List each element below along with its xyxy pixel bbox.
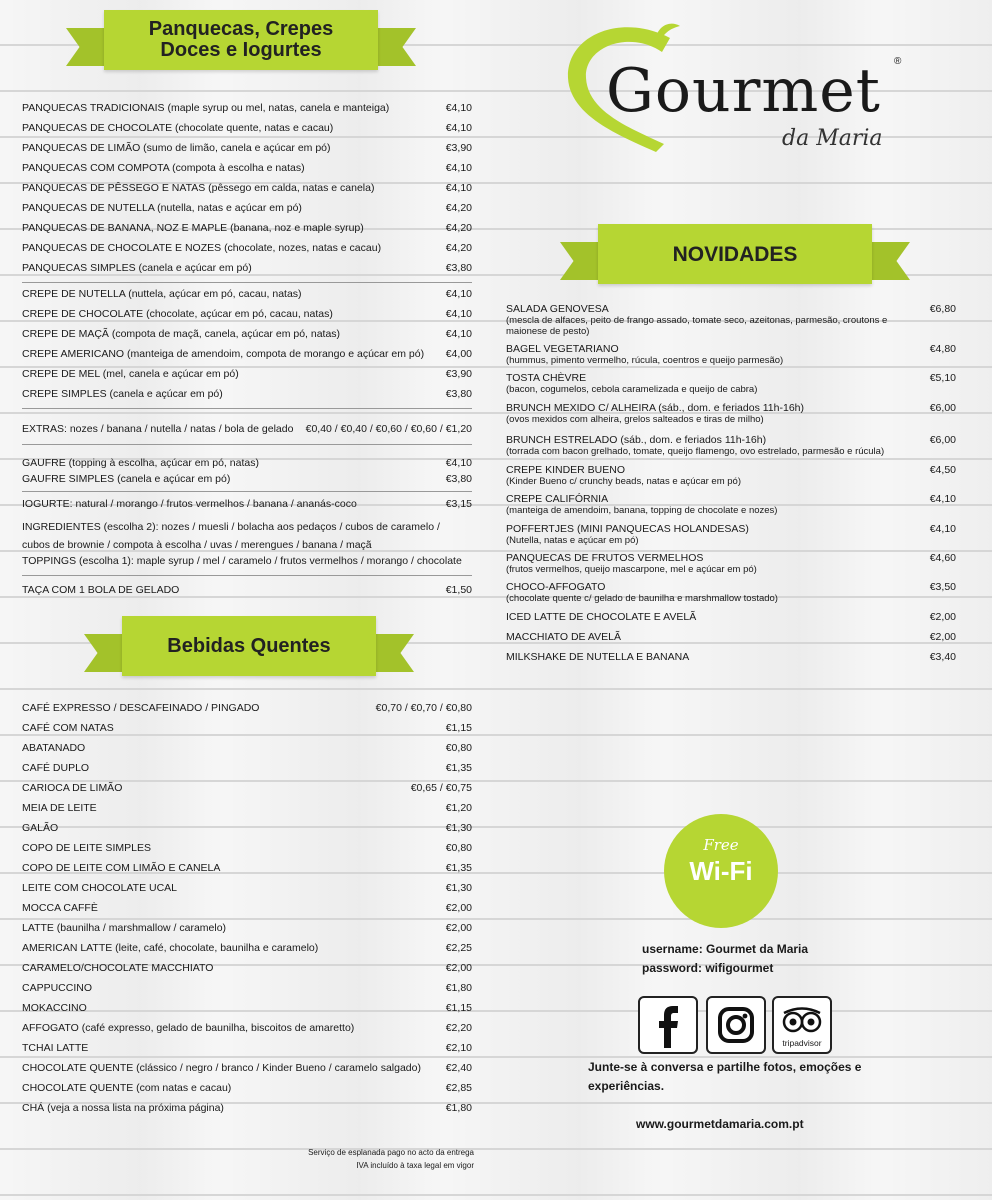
drink-row-name: CAFÉ DUPLO xyxy=(22,762,90,774)
gaufre-row-price: €3,80 xyxy=(445,473,472,485)
drink-row xyxy=(22,882,472,895)
pancake-row-name: PANQUECAS DE BANANA, NOZ E MAPLE (banana, noz e maple syrup) xyxy=(22,222,364,234)
drink-row-name: AMERICAN LATTE (leite, café, chocolate, baunilha e caramelo) xyxy=(22,942,319,954)
gaufre-row-price: €4,10 xyxy=(445,457,472,469)
crepe-row-name: CREPE DE MAÇÃ (compota de maçã, canela, açúcar em pó, natas) xyxy=(22,328,341,340)
crepe-row-name: CREPE SIMPLES (canela e açúcar em pó) xyxy=(22,388,223,400)
news-item-name: CREPE KINDER BUENO xyxy=(506,464,626,476)
news-item xyxy=(506,304,956,337)
drink-row-price: €2,00 xyxy=(445,902,472,914)
crepe-row xyxy=(22,368,472,381)
pancake-row-price: €4,10 xyxy=(445,182,472,194)
news-item-desc: (frutos vermelhos, queijo mascarpone, mel e açúcar em pó) xyxy=(506,564,757,575)
news-item xyxy=(506,612,956,623)
drink-row-name: CAFÉ EXPRESSO / DESCAFEINADO / PINGADO xyxy=(22,702,260,714)
drink-row-price: €1,15 xyxy=(445,722,472,734)
drink-row-price: €1,30 xyxy=(445,822,472,834)
banner-drinks xyxy=(84,616,414,676)
wifi-label: Wi-Fi xyxy=(689,856,753,886)
drink-row-name: CARAMELO/CHOCOLATE MACCHIATO xyxy=(22,962,214,974)
pancake-row xyxy=(22,242,472,255)
pancake-row xyxy=(22,122,472,135)
logo-subtitle: da Maria xyxy=(782,126,883,151)
drink-row-price: €0,80 xyxy=(445,742,472,754)
pancake-row-price: €4,20 xyxy=(445,202,472,214)
news-item-desc: (ovos mexidos com alheira, grelos salteados e tiras de milho) xyxy=(506,414,764,425)
wifi-username: username: Gourmet da Maria xyxy=(642,942,809,956)
news-item-price: €3,40 xyxy=(929,651,956,663)
toppings-row: TOPPINGS (escolha 1): maple syrup / mel / caramelo / frutos vermelhos / morango / chocolate xyxy=(22,555,462,567)
crepe-row-price: €3,80 xyxy=(445,388,472,400)
tripadvisor-label: tripadvisor xyxy=(782,1038,822,1048)
news-item-price: €3,50 xyxy=(929,581,956,593)
drink-row xyxy=(22,802,472,815)
gaufre-row xyxy=(22,473,472,486)
crepe-row-name: CREPE DE MEL (mel, canela e açúcar em pó) xyxy=(22,368,239,380)
wifi-password: password: wifigourmet xyxy=(642,961,774,975)
crepe-row-price: €4,10 xyxy=(445,288,472,300)
crepe-row-name: CREPE DE NUTELLA (nuttela, açúcar em pó, cacau, natas) xyxy=(22,288,302,300)
drink-row xyxy=(22,762,472,775)
news-item-desc: (Kinder Bueno c/ crunchy beads, natas e açúcar em pó) xyxy=(506,476,741,487)
website-link[interactable]: www.gourmetdamaria.com.pt xyxy=(636,1117,804,1131)
drink-row xyxy=(22,1082,472,1095)
drink-row xyxy=(22,842,472,855)
drinks-menu xyxy=(22,702,472,1122)
drink-row-name: LATTE (baunilha / marshmallow / caramelo) xyxy=(22,922,227,934)
pancake-row-name: PANQUECAS DE LIMÃO (sumo de limão, canela e açúcar em pó) xyxy=(22,142,331,154)
drink-row-price: €2,25 xyxy=(445,942,472,954)
news-item-desc: (hummus, pimento vermelho, rúcula, coentros e queijo parmesão) xyxy=(506,355,784,366)
drink-row-price: €2,40 xyxy=(445,1062,472,1074)
gaufre-row-name: GAUFRE (topping à escolha, açúcar em pó, natas) xyxy=(22,457,259,469)
news-item xyxy=(506,465,956,487)
pancake-row-price: €4,10 xyxy=(445,122,472,134)
drink-row-price: €1,80 xyxy=(445,982,472,994)
drink-row xyxy=(22,982,472,995)
news-item-name: PANQUECAS DE FRUTOS VERMELHOS xyxy=(506,552,704,564)
drink-row-name: MEIA DE LEITE xyxy=(22,802,97,814)
news-item-name: MILKSHAKE DE NUTELLA E BANANA xyxy=(506,651,690,663)
drink-row-name: CHÁ (veja a nossa lista na próxima página) xyxy=(22,1102,224,1114)
news-item xyxy=(506,403,956,425)
crepe-row-price: €3,90 xyxy=(445,368,472,380)
drink-row xyxy=(22,822,472,835)
crepe-row xyxy=(22,288,472,301)
news-item xyxy=(506,435,956,457)
news-item-name: TOSTA CHÈVRE xyxy=(506,372,587,384)
banner-news xyxy=(560,224,910,284)
pancake-row-name: PANQUECAS DE NUTELLA (nutella, natas e açúcar em pó) xyxy=(22,202,302,214)
drink-row-name: CHOCOLATE QUENTE (com natas e cacau) xyxy=(22,1082,232,1094)
ingredientes-row: INGREDIENTES (escolha 2): nozes / muesli / bolacha aos pedaços / cubos de caramelo / cubos de brownie / compota à escolha / uvas / merengues / banana / maçã xyxy=(22,521,440,551)
crepe-row xyxy=(22,328,472,341)
pancake-row xyxy=(22,182,472,195)
drink-row-name: MOCCA CAFFÈ xyxy=(22,902,98,914)
drink-row-name: AFFOGATO (café expresso, gelado de baunilha, biscoitos de amaretto) xyxy=(22,1022,355,1034)
drink-row-name: CARIOCA DE LIMÃO xyxy=(22,782,123,794)
drink-row-price: €1,35 xyxy=(445,762,472,774)
pancake-row xyxy=(22,102,472,115)
pancake-row xyxy=(22,162,472,175)
news-item-price: €4,10 xyxy=(929,493,956,505)
drink-row xyxy=(22,922,472,935)
news-item xyxy=(506,632,956,643)
news-item xyxy=(506,344,956,366)
taca-row: TAÇA COM 1 BOLA DE GELADO €1,50 xyxy=(22,584,472,596)
news-item-name: ICED LATTE DE CHOCOLATE E AVELÃ xyxy=(506,611,697,623)
news-item-name: BAGEL VEGETARIANO xyxy=(506,343,619,355)
drink-row-price: €2,85 xyxy=(445,1082,472,1094)
news-menu xyxy=(506,304,956,672)
iogurte-row: IOGURTE: natural / morango / frutos vermelhos / banana / ananás-coco €3,15 xyxy=(22,498,472,510)
drink-row-price: €1,20 xyxy=(445,802,472,814)
banner-pancakes-title: Panquecas, Crepes Doces e Iogurtes xyxy=(104,10,378,70)
pancake-row-name: PANQUECAS SIMPLES (canela e açúcar em pó) xyxy=(22,262,252,274)
drink-row xyxy=(22,742,472,755)
banner-drinks-title: Bebidas Quentes xyxy=(122,616,376,676)
news-item-name: SALADA GENOVESA xyxy=(506,303,609,315)
news-item xyxy=(506,373,956,395)
drink-row-price: €2,00 xyxy=(445,922,472,934)
pancake-row-price: €4,10 xyxy=(445,102,472,114)
drink-row xyxy=(22,902,472,915)
instagram-icon[interactable] xyxy=(706,996,766,1054)
news-item-desc: (mescla de alfaces, peito de frango assado, tomate seco, azeitonas, parmesão, croutons e maionese de pesto) xyxy=(506,315,888,337)
news-item-desc: (Nutella, natas e açúcar em pó) xyxy=(506,535,639,546)
crepe-row-price: €4,10 xyxy=(445,308,472,320)
drink-row xyxy=(22,702,472,715)
news-item-price: €4,80 xyxy=(929,343,956,355)
banner-pancakes xyxy=(66,10,416,70)
news-item-price: €4,10 xyxy=(929,523,956,535)
crepe-row xyxy=(22,388,472,401)
news-item xyxy=(506,524,956,546)
drink-row-name: COPO DE LEITE COM LIMÃO E CANELA xyxy=(22,862,221,874)
drink-row-price: €1,35 xyxy=(445,862,472,874)
drink-row-price: €0,65 / €0,75 xyxy=(410,782,472,794)
drink-row xyxy=(22,1002,472,1015)
drink-row-name: LEITE COM CHOCOLATE UCAL xyxy=(22,882,177,894)
gaufre-row-name: GAUFRE SIMPLES (canela e açúcar em pó) xyxy=(22,473,231,485)
pancake-row-name: PANQUECAS DE CHOCOLATE (chocolate quente, natas e cacau) xyxy=(22,122,334,134)
drink-row-price: €2,00 xyxy=(445,962,472,974)
news-item-name: POFFERTJES (MINI PANQUECAS HOLANDESAS) xyxy=(506,523,749,535)
drink-row xyxy=(22,1062,472,1075)
news-item-desc: (torrada com bacon grelhado, tomate, queijo flamengo, ovo estrelado, parmesão e rúcula) xyxy=(506,446,885,457)
news-item-name: CHOCO-AFFOGATO xyxy=(506,581,606,593)
drink-row xyxy=(22,1042,472,1055)
news-item-desc: (manteiga de amendoim, banana, topping de chocolate e nozes) xyxy=(506,505,778,516)
drink-row xyxy=(22,1102,472,1115)
news-item-price: €6,00 xyxy=(929,434,956,446)
drink-row-price: €0,80 xyxy=(445,842,472,854)
pancake-row-name: PANQUECAS TRADICIONAIS (maple syrup ou mel, natas, canela e manteiga) xyxy=(22,102,390,114)
pancake-row xyxy=(22,142,472,155)
pancake-row-price: €4,10 xyxy=(445,162,472,174)
drink-row-name: ABATANADO xyxy=(22,742,86,754)
drink-row-name: CAFÉ COM NATAS xyxy=(22,722,114,734)
drink-row xyxy=(22,862,472,875)
news-item-name: MACCHIATO DE AVELÃ xyxy=(506,631,621,643)
logo xyxy=(560,16,910,156)
news-item-desc: (chocolate quente c/ gelado de baunilha e marshmallow tostado) xyxy=(506,593,778,604)
drink-row-name: GALÃO xyxy=(22,822,59,834)
logo-registered: ® xyxy=(894,56,902,67)
drink-row xyxy=(22,942,472,955)
news-item xyxy=(506,553,956,575)
drink-row xyxy=(22,1022,472,1035)
banner-news-title: NOVIDADES xyxy=(598,224,872,284)
news-item xyxy=(506,582,956,604)
news-item-name: BRUNCH MEXIDO C/ ALHEIRA (sáb., dom. e feriados 11h-16h) xyxy=(506,402,804,414)
drink-row-name: CAPPUCCINO xyxy=(22,982,93,994)
pancake-row-price: €4,20 xyxy=(445,222,472,234)
facebook-icon[interactable] xyxy=(638,996,698,1054)
footnote: Serviço de esplanada pago no acto da entrega IVA incluído à taxa legal em vigor xyxy=(308,1148,474,1170)
crepe-row xyxy=(22,348,472,361)
pancake-row-name: PANQUECAS DE PÊSSEGO E NATAS (pêssego em calda, natas e canela) xyxy=(22,182,375,194)
drink-row-name: TCHAI LATTE xyxy=(22,1042,89,1054)
pancake-row xyxy=(22,202,472,215)
news-item xyxy=(506,494,956,516)
news-item-price: €6,80 xyxy=(929,303,956,315)
pancake-row-price: €3,80 xyxy=(445,262,472,274)
news-item-price: €4,50 xyxy=(929,464,956,476)
tripadvisor-icon[interactable] xyxy=(772,996,832,1054)
news-item-price: €2,00 xyxy=(929,631,956,643)
drink-row-price: €1,80 xyxy=(445,1102,472,1114)
logo-title: Gourmet xyxy=(606,56,881,126)
news-item-price: €5,10 xyxy=(929,372,956,384)
crepe-row-name: CREPE DE CHOCOLATE (chocolate, açúcar em pó, cacau, natas) xyxy=(22,308,333,320)
drink-row-price: €1,15 xyxy=(445,1002,472,1014)
drink-row-price: €2,10 xyxy=(445,1042,472,1054)
wifi-free-label: Free xyxy=(703,836,739,854)
drink-row-price: €1,30 xyxy=(445,882,472,894)
crepe-row-price: €4,10 xyxy=(445,328,472,340)
drink-row xyxy=(22,722,472,735)
crepe-row-name: CREPE AMERICANO (manteiga de amendoim, compota de morango e açúcar em pó) xyxy=(22,348,425,360)
pancake-row-price: €4,20 xyxy=(445,242,472,254)
crepe-row-price: €4,00 xyxy=(445,348,472,360)
news-item xyxy=(506,652,956,663)
news-item-price: €2,00 xyxy=(929,611,956,623)
crepe-row xyxy=(22,308,472,321)
gaufre-row xyxy=(22,457,472,470)
drink-row-name: COPO DE LEITE SIMPLES xyxy=(22,842,151,854)
pancake-row-name: PANQUECAS DE CHOCOLATE E NOZES (chocolate, nozes, natas e cacau) xyxy=(22,242,382,254)
news-item-price: €4,60 xyxy=(929,552,956,564)
drink-row xyxy=(22,962,472,975)
news-item-price: €6,00 xyxy=(929,402,956,414)
drink-row-price: €0,70 / €0,70 / €0,80 xyxy=(375,702,472,714)
drink-row-name: MOKACCINO xyxy=(22,1002,87,1014)
wifi-badge xyxy=(664,814,778,928)
left-menu xyxy=(22,102,472,597)
news-item-name: BRUNCH ESTRELADO (sáb., dom. e feriados 11h-16h) xyxy=(506,434,767,446)
social-join-text: Junte-se à conversa e partilhe fotos, emoções e experiências. xyxy=(588,1060,862,1093)
news-item-desc: (bacon, cogumelos, cebola caramelizada e queijo de cabra) xyxy=(506,384,758,395)
extras-row: EXTRAS: nozes / banana / nutella / natas / bola de gelado €0,40 / €0,40 / €0,60 / €0,60 / €1,20 xyxy=(22,423,472,435)
pancake-row xyxy=(22,222,472,235)
news-item-name: CREPE CALIFÓRNIA xyxy=(506,493,609,505)
drink-row-price: €2,20 xyxy=(445,1022,472,1034)
wifi-credentials xyxy=(642,940,808,978)
pancake-row-price: €3,90 xyxy=(445,142,472,154)
pancake-row-name: PANQUECAS COM COMPOTA (compota à escolha e natas) xyxy=(22,162,305,174)
drink-row xyxy=(22,782,472,795)
pancake-row xyxy=(22,262,472,275)
drink-row-name: CHOCOLATE QUENTE (clássico / negro / branco / Kinder Bueno / caramelo salgado) xyxy=(22,1062,421,1074)
